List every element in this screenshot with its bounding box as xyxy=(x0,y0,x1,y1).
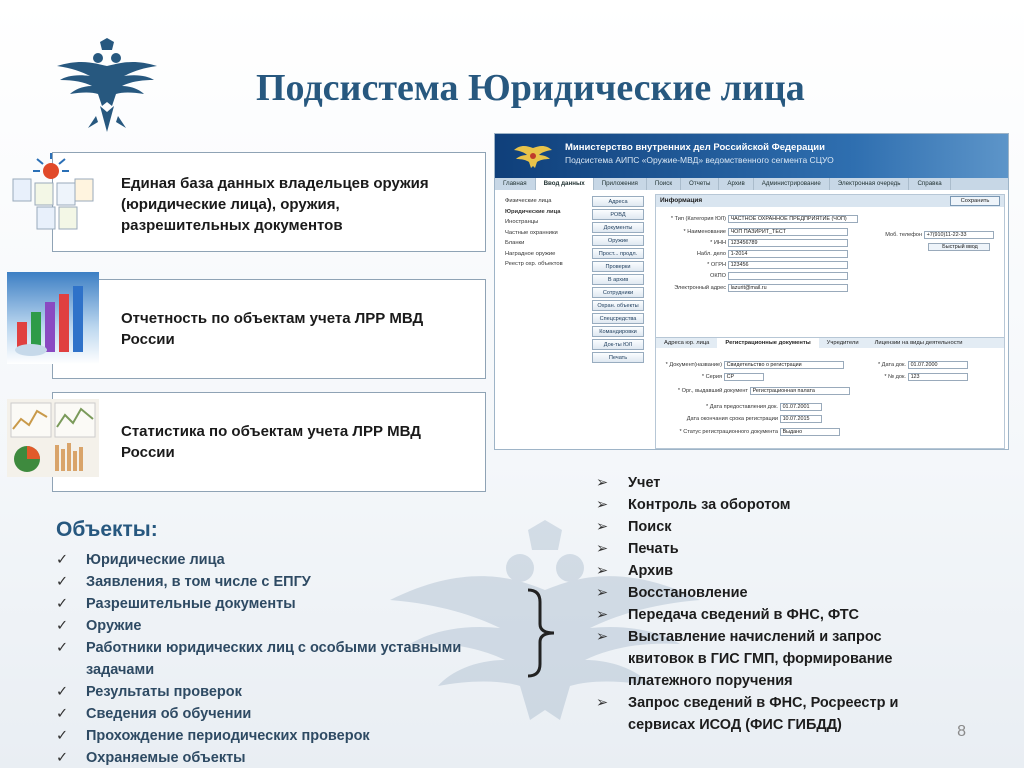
arrow-bullet-icon: ➢ xyxy=(596,585,609,601)
list-item: ➢ Выставление начислений и запрос квитовок в ГИС ГМП, формирование платежного поручения xyxy=(596,626,936,692)
arrow-bullet-icon: ➢ xyxy=(596,607,609,623)
objects-heading: Объекты: xyxy=(56,518,158,541)
database-illustration-icon xyxy=(7,149,97,235)
page-title: Подсистема Юридические лица xyxy=(256,67,805,109)
subtab-addresses[interactable]: Адреса юр. лица xyxy=(664,340,710,346)
field-label: Набл. дело xyxy=(696,251,726,258)
info-card-database xyxy=(52,152,486,252)
field-label: * Дата док. xyxy=(877,362,906,369)
list-item: ✓ Работники юридических лиц с особыми уставными задачами xyxy=(56,637,516,681)
tab-home[interactable]: Главная xyxy=(495,178,536,190)
action-button[interactable]: Проверки xyxy=(592,261,644,272)
check-icon: ✓ xyxy=(56,728,69,744)
list-item: ✓ Результаты проверок xyxy=(56,681,516,703)
doc-number-field[interactable]: 123 xyxy=(908,373,968,381)
card-line: России xyxy=(121,331,175,348)
field-label: Дата окончания срока регистрации xyxy=(686,416,778,423)
action-button[interactable]: РОВД xyxy=(592,209,644,220)
doc-name-field[interactable]: Свидетельство о регистрации xyxy=(724,361,844,369)
field-label: * Тип (Категория ЮЛ) xyxy=(670,216,726,223)
action-button[interactable]: Охран. объекты xyxy=(592,300,644,311)
nav-item[interactable]: Физические лица xyxy=(505,198,552,204)
field-label: * Наименование xyxy=(683,229,726,236)
save-button[interactable]: Сохранить xyxy=(950,196,1000,206)
arrow-bullet-icon: ➢ xyxy=(596,563,609,579)
action-button[interactable]: В архив xyxy=(592,274,644,285)
curly-brace-icon xyxy=(520,588,560,678)
type-field[interactable]: ЧАСТНОЕ ОХРАННОЕ ПРЕДПРИЯТИЕ (ЧОП) xyxy=(728,215,858,223)
card-line: разрешительных документов xyxy=(121,217,343,234)
action-button[interactable]: Оружие xyxy=(592,235,644,246)
field-label: * Дата предоставления док. xyxy=(706,404,778,411)
sub-tab-bar xyxy=(656,337,1004,348)
phone-field[interactable]: +7(910)11-22-33 xyxy=(924,231,994,239)
issue-date-field[interactable]: 01.07.2001 xyxy=(780,403,822,411)
field-label: Электронный адрес xyxy=(674,285,726,292)
field-label: * № док. xyxy=(884,374,906,381)
expiry-date-field[interactable]: 10.07.2015 xyxy=(780,415,822,423)
field-label: * ИНН xyxy=(710,240,726,247)
ogrn-field[interactable]: 123456 xyxy=(728,261,848,269)
okpo-field[interactable] xyxy=(728,272,848,280)
statistics-illustration-icon xyxy=(7,399,99,477)
info-panel xyxy=(655,194,1005,449)
page-number: 8 xyxy=(957,723,966,740)
field-label: * Серия xyxy=(701,374,722,381)
check-icon: ✓ xyxy=(56,596,69,612)
subtab-reg-docs[interactable]: Регистрационные документы xyxy=(717,338,818,348)
card-line: России xyxy=(121,444,175,461)
email-field[interactable]: lazurit@mail.ru xyxy=(728,284,848,292)
field-label: * Документ(название) xyxy=(665,362,722,369)
arrow-bullet-icon: ➢ xyxy=(596,629,609,645)
series-field[interactable]: СР xyxy=(724,373,764,381)
app-screenshot xyxy=(494,133,1009,450)
quick-input-button[interactable]: Быстрый ввод xyxy=(928,243,990,251)
check-icon: ✓ xyxy=(56,706,69,722)
functions-list xyxy=(596,472,936,736)
issuer-field[interactable]: Регистрационная палата xyxy=(750,387,850,395)
list-item: ➢ Восстановление xyxy=(596,582,936,604)
app-header-subtitle: Подсистема АИПС «Оружие-МВД» ведомственного сегмента СЦУО xyxy=(565,155,834,165)
card-line: Единая база данных владельцев оружия xyxy=(121,175,429,192)
case-field[interactable]: 1-2014 xyxy=(728,250,848,258)
subtab-founders[interactable]: Учредители xyxy=(826,340,859,346)
app-header xyxy=(495,134,1008,178)
action-button[interactable]: Сотрудники xyxy=(592,287,644,298)
list-item: ✓ Заявления, в том числе с ЕПГУ xyxy=(56,571,516,593)
field-label: * Статус регистрационного документа xyxy=(679,429,778,436)
eagle-emblem-icon xyxy=(52,36,162,136)
action-button[interactable]: Командировки xyxy=(592,326,644,337)
tab-archive[interactable]: Архив xyxy=(719,178,753,190)
check-icon: ✓ xyxy=(56,640,69,656)
arrow-bullet-icon: ➢ xyxy=(596,695,609,711)
check-icon: ✓ xyxy=(56,552,69,568)
subtab-licenses[interactable]: Лицензии на виды деятельности xyxy=(874,340,963,346)
status-select[interactable]: Выдано xyxy=(780,428,840,436)
nav-item[interactable]: Иностранцы xyxy=(505,219,539,225)
list-item: ➢ Поиск xyxy=(596,516,936,538)
list-item: ✓ Охраняемые объекты xyxy=(56,747,516,768)
field-label: ОКПО xyxy=(710,273,726,280)
tab-reports[interactable]: Отчеты xyxy=(681,178,719,190)
action-button[interactable]: Документы xyxy=(592,222,644,233)
field-label: * ОГРН xyxy=(707,262,726,269)
arrow-bullet-icon: ➢ xyxy=(596,519,609,535)
nav-item[interactable]: Наградное оружие xyxy=(505,250,556,257)
action-button[interactable]: Спецсредства xyxy=(592,313,644,324)
tab-search[interactable]: Поиск xyxy=(647,178,681,190)
action-button[interactable]: Прост... продл. xyxy=(592,248,644,259)
arrow-bullet-icon: ➢ xyxy=(596,475,609,491)
nav-item[interactable]: Реестр охр. объектов xyxy=(505,261,563,267)
app-action-buttons xyxy=(592,196,644,365)
tab-admin[interactable]: Администрирование xyxy=(754,178,830,190)
list-item: ✓ Разрешительные документы xyxy=(56,593,516,615)
tab-applications[interactable]: Приложения xyxy=(594,178,647,190)
list-item: ➢ Архив xyxy=(596,560,936,582)
info-card-statistics xyxy=(52,392,486,492)
nav-item[interactable]: Частные охранники xyxy=(505,229,558,236)
card-line: Статистика по объектам учета ЛРР МВД xyxy=(121,423,421,440)
list-item: ✓ Юридические лица xyxy=(56,549,516,571)
app-header-title: Министерство внутренних дел Российской Федерации xyxy=(565,142,825,153)
tab-data-entry[interactable]: Ввод данных xyxy=(536,178,594,190)
list-item: ✓ Сведения об обучении xyxy=(56,703,516,725)
panel-title: Информация xyxy=(656,195,1004,207)
check-icon: ✓ xyxy=(56,684,69,700)
app-emblem-icon xyxy=(513,140,553,172)
nav-item[interactable]: Бланки xyxy=(505,240,525,246)
inn-field[interactable]: 123456789 xyxy=(728,239,848,247)
action-button[interactable]: Печать xyxy=(592,352,644,363)
list-item: ✓ Прохождение периодических проверок xyxy=(56,725,516,747)
card-line: Отчетность по объектам учета ЛРР МВД xyxy=(121,310,424,327)
action-button[interactable]: Адреса xyxy=(592,196,644,207)
doc-date-field[interactable]: 01.07.2000 xyxy=(908,361,968,369)
list-item: ➢ Учет xyxy=(596,472,936,494)
list-item: ➢ Передача сведений в ФНС, ФТС xyxy=(596,604,936,626)
field-label: * Орг., выдавший документ xyxy=(677,388,748,395)
name-field[interactable]: ЧОП ПАЗИРИТ_ТЕСТ xyxy=(728,228,848,236)
objects-list xyxy=(56,549,516,768)
card-line: (юридические лица), оружия, xyxy=(121,196,340,213)
app-tab-bar xyxy=(495,178,1008,190)
bar-chart-illustration-icon xyxy=(7,272,99,364)
field-label: Моб. телефон xyxy=(885,232,922,239)
list-item: ✓ Оружие xyxy=(56,615,516,637)
check-icon: ✓ xyxy=(56,574,69,590)
tab-queue[interactable]: Электронная очередь xyxy=(830,178,910,190)
check-icon: ✓ xyxy=(56,750,69,766)
nav-item[interactable]: Юридические лица xyxy=(505,208,561,215)
list-item: ➢ Контроль за оборотом xyxy=(596,494,936,516)
app-left-nav xyxy=(505,196,563,270)
action-button[interactable]: Док-ты ЮЛ xyxy=(592,339,644,350)
check-icon: ✓ xyxy=(56,618,69,634)
list-item: ➢ Печать xyxy=(596,538,936,560)
list-item: ➢ Запрос сведений в ФНС, Росреестр и сервисах ИСОД (ФИС ГИБДД) xyxy=(596,692,936,736)
info-card-reporting xyxy=(52,279,486,379)
tab-help[interactable]: Справка xyxy=(909,178,950,190)
arrow-bullet-icon: ➢ xyxy=(596,497,609,513)
arrow-bullet-icon: ➢ xyxy=(596,541,609,557)
